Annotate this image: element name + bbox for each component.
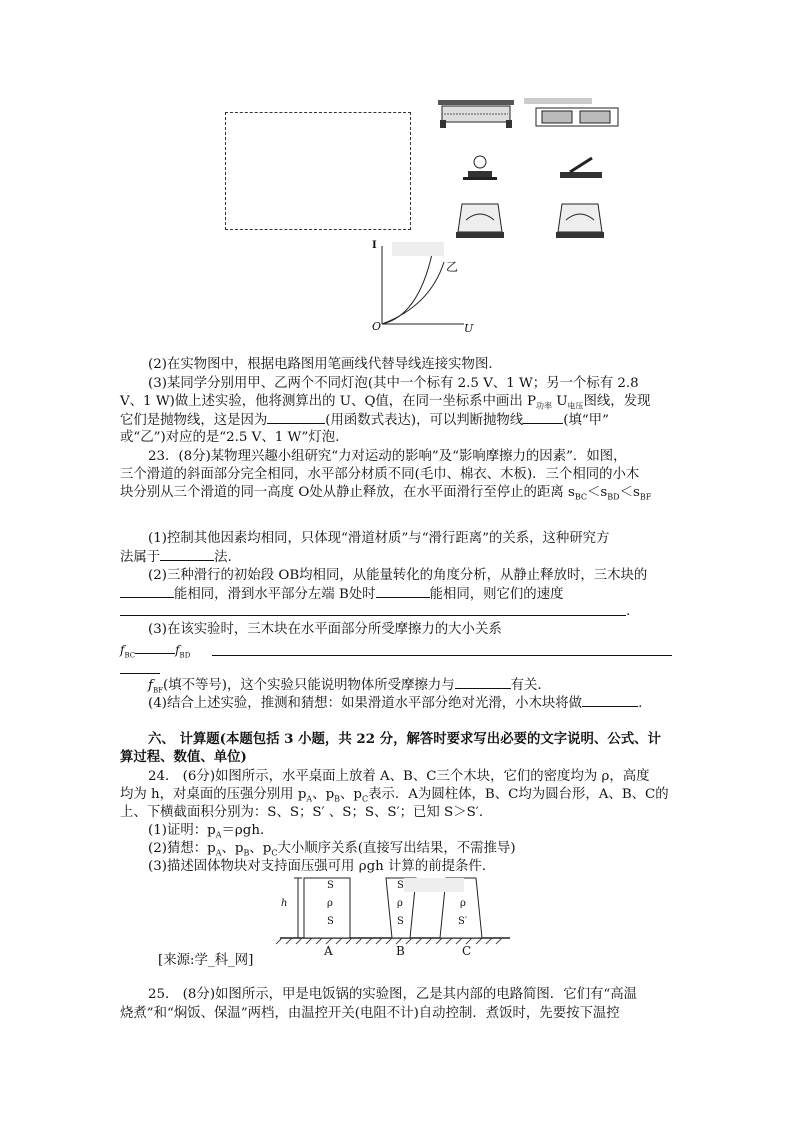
q24-part1: (1)证明：$p_A=\rho gh$. (148, 823, 265, 840)
q23-part2-line1: (2)三种滑行的初始段 OB均相同，从能量转化的角度分析，从静止释放时，三木块的 (148, 568, 648, 583)
q24-line1: 24． (6分)如图所示，水平桌面上放着 A、B、C三个木块，它们的密度均为 ρ，高度 (148, 769, 650, 784)
answer-blank (120, 585, 174, 598)
q23-part4: (4)结合上述实验，推测和猜想：如果滑道水平部分绝对光滑，小木块将做 . (148, 696, 643, 711)
bulb-icon (463, 156, 497, 180)
answer-line (120, 615, 626, 616)
q23-line2: 三个滑道的斜面部分完全相同，水平部分材质不同(毛巾、棉衣、木板)．三个相同的小木 (120, 467, 640, 482)
blurred-label (392, 242, 444, 256)
fig-b-bottom: S (397, 916, 404, 927)
answer-line (212, 655, 672, 656)
switch-icon (560, 158, 602, 178)
q24-line3: 上、下横截面积分别为：S、S；S′ 、S；S、S′；已知 S＞S′． (120, 805, 493, 820)
ammeter-icon (556, 204, 604, 238)
answer-line (120, 673, 160, 674)
fig-label-c: C (462, 944, 472, 958)
graph-origin: O (372, 320, 382, 333)
answer-blank (160, 548, 214, 561)
iu-graph (368, 240, 488, 335)
answer-blank (376, 585, 430, 598)
answer-blank (582, 694, 638, 707)
fig-h-label: h (281, 898, 288, 909)
fig-c-bottom: S′ (458, 916, 468, 927)
fig-label-b: B (396, 944, 405, 958)
answer-blank (455, 676, 511, 689)
blurred-label (404, 878, 464, 892)
q22-part3-line3: 它们是抛物线，这是因为 (用函数式表达)，可以判断抛物线 (填“甲” (120, 413, 609, 428)
rheostat-icon (438, 100, 514, 128)
curve-jia (382, 254, 432, 324)
section6-heading-line2: 算过程、数值、单位) (120, 749, 247, 765)
q23-line1: 23．(8分)某物理兴趣小组研究“力对运动的影响”及“影响摩擦力的因素”．如图， (148, 449, 627, 464)
q23-part1-line1: (1)控制其他因素均相同，只体现“滑道材质”与“滑行距离”的关系，这种研究方 (148, 531, 610, 546)
q24-line2: 均为 h，对桌面的压强分别用 $p_A$、$p_B$、$p_C$表示．A为圆柱体，B、C均为圆台形，A、B、C的 (120, 787, 669, 804)
equipment-figure (430, 92, 630, 252)
q23-part3-line4: $f_{BF}$(填不等号)，这个实验只能说明物体所受摩擦力与 有关. (148, 678, 542, 695)
q24-part3: (3)描述固体物块对支持面压强可用 ρgh 计算的前提条件. (148, 859, 487, 874)
curve-yi (382, 262, 444, 324)
q23-part2-line2: 能相同，滑到水平部分左端 B处时 能相同，则它们的速度 (120, 585, 563, 604)
battery-box-icon (524, 98, 618, 126)
q23-part3-fbc-fbd: $f_{BC}$ $f_{BD}$ (120, 643, 191, 660)
graph-y-label: I (372, 240, 377, 251)
q25-line2: 烧煮”和“焖饭、保温”两档，由温控开关(电阻不计)自动控制．煮饭时，先要按下温控 (120, 1006, 620, 1021)
answer-blank (135, 641, 175, 654)
fig-c-rho: ρ (460, 898, 466, 909)
q22-part2: (2)在实物图中，根据电路图用笔画线代替导线连接实物图. (148, 357, 493, 372)
q23-part2-line3: . (626, 604, 631, 619)
circuit-diagram-box (225, 112, 411, 230)
section6-heading-line1: 六、 计算题(本题包括 3 小题，共 22 分，解答时要求写出必要的文字说明、公式、计 (148, 731, 661, 747)
q22-part3-line1: (3)某同学分别用甲、乙两个不同灯泡(其中一个标有 2.5 V、1 W；另一个标有 2.8 (148, 376, 639, 391)
q23-part3-line1: (3)在该实验时，三木块在水平面部分所受摩擦力的大小关系 (148, 622, 502, 637)
voltmeter-icon (456, 204, 504, 238)
q24-blocks-figure (270, 872, 520, 962)
source-note: [来源:学_科_网] (158, 953, 254, 968)
fig-a-rho: ρ (327, 898, 333, 909)
q22-part3-line2: V、1 W)做上述实验，他将测算出的 U、Q值，在同一坐标系中画出 $P_{功率}$ $U_{电压}$图线，发现 (120, 394, 651, 411)
graph-x-label: U (464, 322, 474, 335)
fig-b-rho: ρ (397, 898, 403, 909)
answer-blank (267, 411, 325, 424)
q23-part1-line2: 法属于 法. (120, 550, 232, 565)
fig-label-a: A (324, 944, 333, 958)
q22-part3-line4: 或“乙”)对应的是“2.5 V、1 W”灯泡. (120, 430, 340, 445)
fig-a-top: S (327, 880, 334, 891)
fig-b-top: S (397, 880, 404, 891)
q25-line1: 25． (8分)如图所示，甲是电饭锅的实验图，乙是其内部的电路简图．它们有“高温 (148, 987, 637, 1002)
q23-line3: 块分别从三个滑道的同一高度 O处从静止释放，在水平面滑行至停止的距离 $s_{BC}<s_{BD}<s_{BF}$ (120, 485, 652, 502)
graph-curve-label: 乙 (446, 260, 459, 274)
fig-a-bottom: S (327, 916, 334, 927)
q24-part2: (2)猜想：$p_A$、$p_B$、$p_C$大小顺序关系(直接写出结果，不需推导) (148, 841, 516, 858)
answer-blank (523, 411, 563, 424)
